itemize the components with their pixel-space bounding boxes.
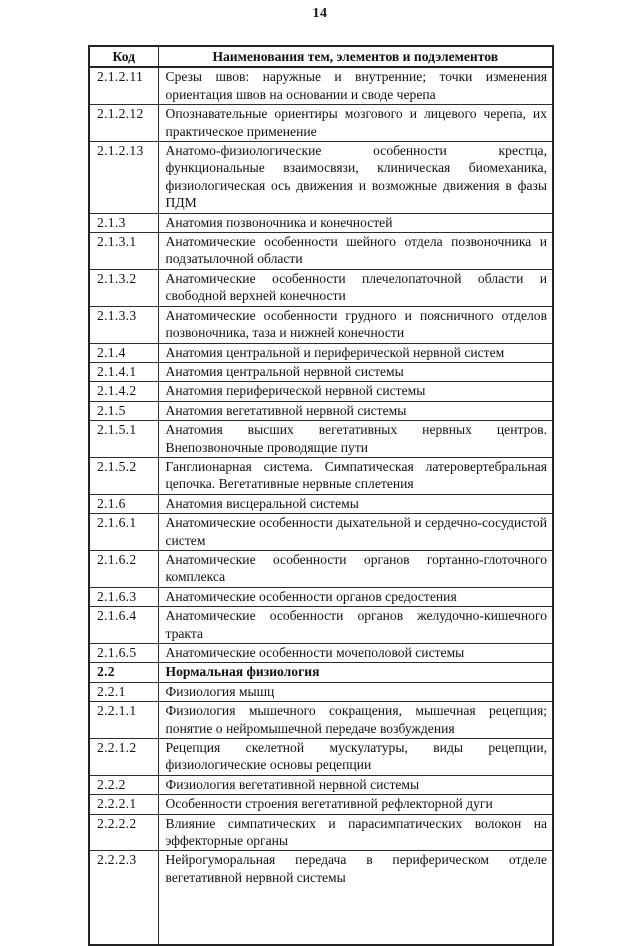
code-cell: 2.1.6.5 <box>89 644 158 663</box>
table-body <box>89 67 553 945</box>
table-row <box>89 494 553 513</box>
table-row <box>89 663 553 682</box>
code-cell: 2.1.6.3 <box>89 587 158 606</box>
name-cell: Особенности строения вегетативной рефлекторной дуги <box>158 795 553 814</box>
code-cell: 2.1.3.1 <box>89 233 158 270</box>
code-cell: 2.1.2.12 <box>89 105 158 142</box>
code-cell: 2.2.2.2 <box>89 814 158 851</box>
name-cell: Анатомо-физиологические особенности крестца, функциональные взаимосвязи, клиническая биомеханика, физиологическая ось движения и возможные движения в фазы ПДМ <box>158 142 553 214</box>
code-cell: 2.1.5.2 <box>89 457 158 494</box>
table-row <box>89 739 553 776</box>
table-row <box>89 105 553 142</box>
name-cell: Анатомия позвоночника и конечностей <box>158 213 553 232</box>
table-row <box>89 814 553 851</box>
name-cell: Анатомические особенности плечелопаточной области и свободной верхней конечности <box>158 269 553 306</box>
table-header-row <box>89 46 553 67</box>
code-cell: 2.1.3.3 <box>89 306 158 343</box>
name-column-header: Наименования тем, элементов и подэлементов <box>158 46 553 67</box>
table-row <box>89 644 553 663</box>
code-cell: 2.2.1.1 <box>89 702 158 739</box>
table-row <box>89 457 553 494</box>
table-row <box>89 851 553 946</box>
name-cell: Рецепция скелетной мускулатуры, виды рецепции, физиологические основы рецепции <box>158 739 553 776</box>
table-row <box>89 233 553 270</box>
code-cell: 2.1.4.1 <box>89 362 158 381</box>
table-row <box>89 607 553 644</box>
table-row <box>89 67 553 104</box>
topics-table <box>88 45 554 946</box>
code-cell: 2.2.2.1 <box>89 795 158 814</box>
table-row <box>89 550 553 587</box>
name-cell: Анатомия центральной и периферической нервной систем <box>158 343 553 362</box>
name-cell: Ганглионарная система. Симпатическая латеровертебральная цепочка. Вегетативные нервные сплетения <box>158 457 553 494</box>
page-number: 14 <box>312 6 328 21</box>
table-row <box>89 362 553 381</box>
code-cell: 2.1.4.2 <box>89 382 158 401</box>
name-cell: Срезы швов: наружные и внутренние; точки изменения ориентация швов на основании и своде черепа <box>158 67 553 104</box>
name-cell: Анатомия центральной нервной системы <box>158 362 553 381</box>
name-cell: Анатомические особенности грудного и поясничного отделов позвоночника, таза и нижней конечности <box>158 306 553 343</box>
code-cell: 2.2.1.2 <box>89 739 158 776</box>
name-cell: Анатомические особенности дыхательной и сердечно-сосудистой систем <box>158 514 553 551</box>
table-row <box>89 682 553 701</box>
table-row <box>89 795 553 814</box>
name-cell: Анатомические особенности органов гортанно-глоточного комплекса <box>158 550 553 587</box>
code-cell: 2.1.5 <box>89 401 158 420</box>
code-cell: 2.2.1 <box>89 682 158 701</box>
name-cell: Анатомические особенности мочеполовой системы <box>158 644 553 663</box>
table-row <box>89 269 553 306</box>
table-row <box>89 306 553 343</box>
name-cell: Нейрогуморальная передача в периферическом отделе вегетативной нервной системы <box>158 851 553 946</box>
name-cell: Нормальная физиология <box>158 663 553 682</box>
name-cell: Анатомия периферической нервной системы <box>158 382 553 401</box>
name-cell: Физиология мышц <box>158 682 553 701</box>
name-cell: Анатомические особенности органов желудочно-кишечного тракта <box>158 607 553 644</box>
name-cell: Анатомия висцеральной системы <box>158 494 553 513</box>
code-cell: 2.1.6.4 <box>89 607 158 644</box>
code-cell: 2.2 <box>89 663 158 682</box>
name-cell: Анатомические особенности шейного отдела позвоночника и подзатылочной области <box>158 233 553 270</box>
table-row <box>89 213 553 232</box>
code-cell: 2.1.4 <box>89 343 158 362</box>
code-cell: 2.1.6 <box>89 494 158 513</box>
code-cell: 2.1.2.11 <box>89 67 158 104</box>
table-row <box>89 587 553 606</box>
code-cell: 2.1.6.2 <box>89 550 158 587</box>
name-cell: Анатомия вегетативной нервной системы <box>158 401 553 420</box>
name-cell: Физиология мышечного сокращения, мышечная рецепция; понятие о нейромышечной передаче возбуждения <box>158 702 553 739</box>
name-cell: Анатомические особенности органов средостения <box>158 587 553 606</box>
name-cell: Физиология вегетативной нервной системы <box>158 775 553 794</box>
name-cell: Влияние симпатических и парасимпатических волокон на эффекторные органы <box>158 814 553 851</box>
table-row <box>89 514 553 551</box>
code-cell: 2.2.2 <box>89 775 158 794</box>
table-row <box>89 343 553 362</box>
code-cell: 2.1.3.2 <box>89 269 158 306</box>
name-cell: Анатомия высших вегетативных нервных центров. Внепозвоночные проводящие пути <box>158 421 553 458</box>
code-cell: 2.1.5.1 <box>89 421 158 458</box>
table-row <box>89 401 553 420</box>
table-row <box>89 775 553 794</box>
code-cell: 2.1.3 <box>89 213 158 232</box>
code-column-header: Код <box>89 46 158 67</box>
code-cell: 2.1.2.13 <box>89 142 158 214</box>
table-row <box>89 382 553 401</box>
table-row <box>89 421 553 458</box>
code-cell: 2.2.2.3 <box>89 851 158 946</box>
code-cell: 2.1.6.1 <box>89 514 158 551</box>
table-row <box>89 702 553 739</box>
name-cell: Опознавательные ориентиры мозгового и лицевого черепа, их практическое применение <box>158 105 553 142</box>
table-row <box>89 142 553 214</box>
